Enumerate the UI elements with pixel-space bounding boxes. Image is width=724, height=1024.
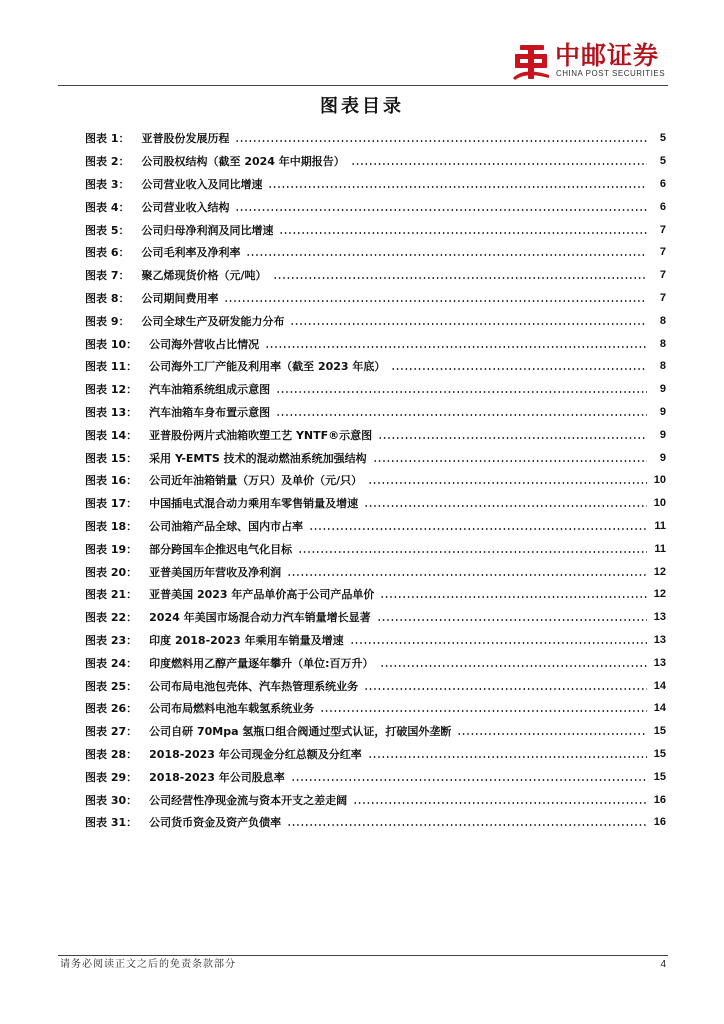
toc-dot-leader — [350, 636, 647, 644]
toc-entry-title: 公司经营性净现金流与资本开支之差走阔 — [149, 793, 348, 807]
toc-entry-title: 公司布局电池包壳体、汽车热管理系统业务 — [149, 679, 359, 693]
toc-entry-label: 图表 3： — [85, 177, 130, 191]
toc-entry-label: 图表 24： — [85, 656, 138, 670]
toc-entry-page-number: 6 — [659, 177, 666, 190]
toc-dot-leader — [224, 294, 647, 302]
toc-entry-label: 图表 31： — [85, 816, 138, 830]
toc-entry-title: 公司自研 70Mpa 氢瓶口组合阀通过型式认证，打破国外垄断 — [149, 725, 452, 739]
toc-entry-label: 图表 28： — [85, 747, 138, 761]
toc-entry[interactable] — [85, 469, 666, 492]
toc-entry-title: 公司近年油箱销量（万只）及单价（元/只） — [149, 474, 363, 488]
toc-dot-leader — [287, 818, 647, 826]
toc-entry[interactable] — [85, 515, 666, 538]
toc-entry-label: 图表 15： — [85, 451, 138, 465]
toc-entry[interactable] — [85, 674, 666, 697]
toc-entry-label: 图表 23： — [85, 633, 138, 647]
toc-entry-page-number: 15 — [653, 747, 666, 760]
toc-entry[interactable] — [85, 651, 666, 674]
toc-entry[interactable] — [85, 720, 666, 743]
toc-entry-title: 聚乙烯现货价格（元/吨） — [141, 269, 267, 283]
toc-entry-label: 图表 2： — [85, 155, 130, 169]
toc-entry-title: 公司布局燃料电池车载氢系统业务 — [149, 702, 315, 716]
toc-entry-page-number: 15 — [653, 725, 666, 738]
toc-entry-label: 图表 30： — [85, 793, 138, 807]
toc-entry[interactable] — [85, 378, 666, 401]
toc-entry[interactable] — [85, 492, 666, 515]
toc-entry-page-number: 10 — [653, 474, 666, 487]
toc-entry-label: 图表 5： — [85, 223, 130, 237]
toc-entry[interactable] — [85, 560, 666, 583]
toc-entry-title: 汽车油箱车身布置示意图 — [149, 405, 271, 419]
toc-entry-label: 图表 20： — [85, 565, 138, 579]
footer-divider — [58, 955, 668, 956]
toc-entry-title: 印度 2018-2023 年乘用车销量及增速 — [149, 633, 344, 647]
toc-entry-page-number: 7 — [659, 223, 666, 236]
toc-entry-title: 公司油箱产品全球、国内市占率 — [149, 519, 304, 533]
toc-entry[interactable] — [85, 150, 666, 173]
toc-entry-label: 图表 14： — [85, 428, 138, 442]
toc-entry-label: 图表 21： — [85, 588, 138, 602]
page-title: 图表目录 — [320, 96, 404, 117]
toc-entry-page-number: 5 — [659, 155, 666, 168]
toc-entry-label: 图表 9： — [85, 314, 130, 328]
toc-entry[interactable] — [85, 332, 666, 355]
toc-entry-page-number: 8 — [659, 360, 666, 373]
footer-disclaimer: 请务必阅读正文之后的免责条款部分 — [60, 959, 236, 970]
toc-dot-leader — [287, 568, 647, 576]
toc-dot-leader — [246, 248, 647, 256]
toc-entry[interactable] — [85, 606, 666, 629]
toc-entry-title: 汽车油箱系统组成示意图 — [149, 383, 271, 397]
figure-toc-list — [85, 127, 666, 834]
toc-entry-title: 部分跨国车企推迟电气化目标 — [149, 542, 293, 556]
toc-dot-leader — [391, 362, 647, 370]
toc-entry-page-number: 15 — [653, 770, 666, 783]
toc-dot-leader — [368, 476, 647, 484]
toc-dot-leader — [380, 659, 647, 667]
toc-entry[interactable] — [85, 218, 666, 241]
toc-entry-title: 公司海外营收占比情况 — [149, 337, 260, 351]
toc-entry[interactable] — [85, 401, 666, 424]
toc-entry-page-number: 7 — [659, 269, 666, 282]
toc-entry-title: 2018-2023 年公司现金分红总额及分红率 — [149, 747, 362, 761]
toc-entry-title: 2024 年美国市场混合动力汽车销量增长显著 — [149, 611, 371, 625]
toc-entry[interactable] — [85, 788, 666, 811]
toc-dot-leader — [291, 773, 647, 781]
toc-entry[interactable] — [85, 697, 666, 720]
toc-entry-title: 亚普美国 2023 年产品单价高于公司产品单价 — [149, 588, 375, 602]
brand-name-chinese: 中邮证券 — [555, 41, 660, 70]
toc-entry[interactable] — [85, 355, 666, 378]
toc-entry-title: 公司营业收入结构 — [141, 200, 230, 214]
toc-entry-label: 图表 19： — [85, 542, 138, 556]
toc-entry-title: 亚普股份发展历程 — [141, 132, 230, 146]
toc-entry-label: 图表 13： — [85, 405, 138, 419]
toc-entry[interactable] — [85, 309, 666, 332]
toc-entry[interactable] — [85, 241, 666, 264]
toc-dot-leader — [457, 727, 647, 735]
toc-dot-leader — [373, 454, 647, 462]
toc-entry-label: 图表 11： — [85, 360, 138, 374]
toc-entry-label: 图表 17： — [85, 497, 138, 511]
toc-entry[interactable] — [85, 173, 666, 196]
toc-entry[interactable] — [85, 811, 666, 834]
toc-entry-title: 公司海外工厂产能及利用率（截至 2023 年底） — [149, 360, 386, 374]
toc-entry-page-number: 9 — [659, 451, 666, 464]
toc-entry-title: 公司毛利率及净利率 — [141, 246, 241, 260]
toc-dot-leader — [268, 180, 647, 188]
footer-page-number: 4 — [660, 959, 666, 970]
toc-entry-page-number: 12 — [653, 565, 666, 578]
toc-entry-page-number: 9 — [659, 405, 666, 418]
toc-entry[interactable] — [85, 287, 666, 310]
toc-entry-label: 图表 1： — [85, 132, 130, 146]
toc-entry-label: 图表 4： — [85, 200, 130, 214]
toc-dot-leader — [351, 157, 647, 165]
toc-entry[interactable] — [85, 629, 666, 652]
toc-dot-leader — [273, 271, 647, 279]
toc-entry-page-number: 13 — [653, 611, 666, 624]
toc-entry[interactable] — [85, 583, 666, 606]
toc-dot-leader — [279, 226, 647, 234]
toc-entry-title: 公司归母净利润及同比增速 — [141, 223, 274, 237]
toc-entry[interactable] — [85, 423, 666, 446]
toc-entry-page-number: 6 — [659, 200, 666, 213]
toc-entry-title: 公司全球生产及研发能力分布 — [141, 314, 285, 328]
toc-entry-page-number: 8 — [659, 314, 666, 327]
toc-entry-page-number: 10 — [653, 497, 666, 510]
toc-entry-page-number: 11 — [654, 542, 666, 555]
toc-entry[interactable] — [85, 195, 666, 218]
toc-entry[interactable] — [85, 765, 666, 788]
toc-entry-label: 图表 22： — [85, 611, 138, 625]
toc-dot-leader — [235, 203, 647, 211]
toc-entry-page-number: 14 — [653, 702, 666, 715]
toc-entry[interactable] — [85, 127, 666, 150]
toc-entry-label: 图表 10： — [85, 337, 138, 351]
toc-entry-label: 图表 6： — [85, 246, 130, 260]
toc-entry-page-number: 12 — [653, 588, 666, 601]
toc-entry-label: 图表 27： — [85, 725, 138, 739]
toc-entry-page-number: 9 — [659, 428, 666, 441]
toc-dot-leader — [265, 340, 647, 348]
toc-entry-title: 公司股权结构（截至 2024 年中期报告） — [141, 155, 345, 169]
toc-entry-page-number: 13 — [653, 656, 666, 669]
toc-entry[interactable] — [85, 264, 666, 287]
toc-entry-title: 中国插电式混合动力乘用车零售销量及增速 — [149, 497, 359, 511]
toc-entry-label: 图表 8： — [85, 291, 130, 305]
toc-entry-page-number: 14 — [653, 679, 666, 692]
toc-dot-leader — [290, 317, 647, 325]
toc-entry-label: 图表 18： — [85, 519, 138, 533]
toc-entry-title: 公司货币资金及资产负债率 — [149, 816, 282, 830]
toc-dot-leader — [276, 408, 647, 416]
toc-dot-leader — [368, 750, 647, 758]
toc-dot-leader — [298, 545, 647, 553]
toc-entry-page-number: 13 — [653, 633, 666, 646]
toc-entry-title: 亚普美国历年营收及净利润 — [149, 565, 282, 579]
china-post-securities-logo-icon — [511, 42, 551, 82]
toc-entry-page-number: 7 — [659, 291, 666, 304]
toc-entry[interactable] — [85, 537, 666, 560]
toc-dot-leader — [364, 499, 647, 507]
toc-entry-page-number: 16 — [653, 793, 666, 806]
brand-name-english: CHINA POST SECURITIES — [556, 69, 666, 78]
toc-entry-title: 公司营业收入及同比增速 — [141, 177, 263, 191]
toc-entry-label: 图表 16： — [85, 474, 138, 488]
toc-entry[interactable] — [85, 743, 666, 766]
toc-dot-leader — [353, 796, 647, 804]
toc-entry-page-number: 8 — [659, 337, 666, 350]
toc-entry-label: 图表 25： — [85, 679, 138, 693]
toc-entry-title: 公司期间费用率 — [141, 291, 219, 305]
toc-entry-page-number: 7 — [659, 246, 666, 259]
header-divider — [58, 85, 668, 86]
toc-entry-title: 印度燃料用乙醇产量逐年攀升（单位:百万升） — [149, 656, 374, 670]
toc-entry-label: 图表 29： — [85, 770, 138, 784]
toc-entry-label: 图表 12： — [85, 383, 138, 397]
toc-dot-leader — [320, 704, 647, 712]
toc-entry-title: 亚普股份两片式油箱吹塑工艺 YNTF®示意图 — [149, 428, 373, 442]
toc-entry-page-number: 5 — [659, 132, 666, 145]
toc-dot-leader — [235, 134, 647, 142]
toc-dot-leader — [276, 385, 647, 393]
toc-dot-leader — [377, 613, 647, 621]
toc-entry-title: 2018-2023 年公司股息率 — [149, 770, 285, 784]
toc-entry-label: 图表 26： — [85, 702, 138, 716]
toc-dot-leader — [309, 522, 647, 530]
toc-entry-title: 采用 Y-EMTS 技术的混动燃油系统加强结构 — [149, 451, 367, 465]
toc-entry-page-number: 9 — [659, 383, 666, 396]
toc-entry-label: 图表 7： — [85, 269, 130, 283]
toc-dot-leader — [364, 682, 647, 690]
toc-entry-page-number: 11 — [654, 519, 666, 532]
toc-entry-page-number: 16 — [653, 816, 666, 829]
toc-dot-leader — [380, 590, 647, 598]
toc-entry[interactable] — [85, 446, 666, 469]
toc-dot-leader — [378, 431, 647, 439]
